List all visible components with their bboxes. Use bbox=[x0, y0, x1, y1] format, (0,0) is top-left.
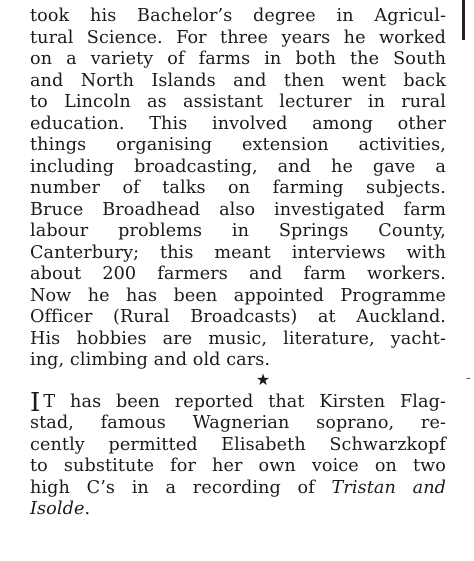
paragraph-flagstad bbox=[30, 387, 447, 521]
column-rule bbox=[462, 0, 465, 40]
drop-cap: I bbox=[30, 387, 41, 418]
text-line: cently permitted Elisabeth Schwarzkopf bbox=[30, 434, 446, 455]
text-line: tural Science. For three years he worked bbox=[30, 27, 446, 48]
text-line: stad, famous Wagnerian soprano, re- bbox=[30, 413, 446, 433]
opera-title: Isolde bbox=[30, 499, 85, 519]
text-line: including broadcasting, and he gave a bbox=[30, 156, 446, 177]
text-line bbox=[30, 499, 446, 521]
article-column bbox=[30, 6, 446, 521]
text-fragment: T has been reported that Kirsten Flag- bbox=[43, 391, 446, 412]
text-line: on a variety of farms in both the South bbox=[30, 49, 446, 69]
text-line: Canterbury; this meant interviews with bbox=[30, 242, 446, 263]
text-line bbox=[30, 387, 446, 418]
text-line: and North Islands and then went back bbox=[30, 70, 446, 91]
text-line: about 200 farmers and farm workers. bbox=[30, 264, 446, 284]
text-line: education. This involved among other bbox=[30, 113, 446, 134]
text-line: Now he has been appointed Programme bbox=[30, 285, 446, 306]
text-line: to substitute for her own voice on two bbox=[30, 456, 446, 476]
text-line: took his Bachelor’s degree in Agricul- bbox=[30, 6, 446, 26]
paragraph-broadhead bbox=[30, 6, 446, 372]
text-line: Officer (Rural Broadcasts) at Auckland. bbox=[30, 307, 446, 327]
opera-title: Tristan and bbox=[331, 477, 447, 498]
text-line bbox=[30, 478, 446, 500]
text-line: ing, climbing and old cars. bbox=[30, 350, 271, 370]
text-line: things organising extension activities, bbox=[30, 135, 446, 155]
text-line: Bruce Broadhead also investigated farm bbox=[30, 199, 446, 220]
text-fragment: . bbox=[84, 499, 91, 519]
text-line: number of talks on farming subjects. bbox=[30, 178, 446, 198]
text-fragment: high C’s in a recording of bbox=[30, 477, 332, 498]
text-line: His hobbies are music, literature, yacht- bbox=[30, 328, 446, 349]
star-separator-icon: ★ bbox=[255, 369, 271, 389]
text-line: to Lincoln as assistant lecturer in rural bbox=[30, 92, 446, 112]
margin-mark: - bbox=[466, 370, 471, 386]
text-line: labour problems in Springs County, bbox=[30, 221, 446, 241]
